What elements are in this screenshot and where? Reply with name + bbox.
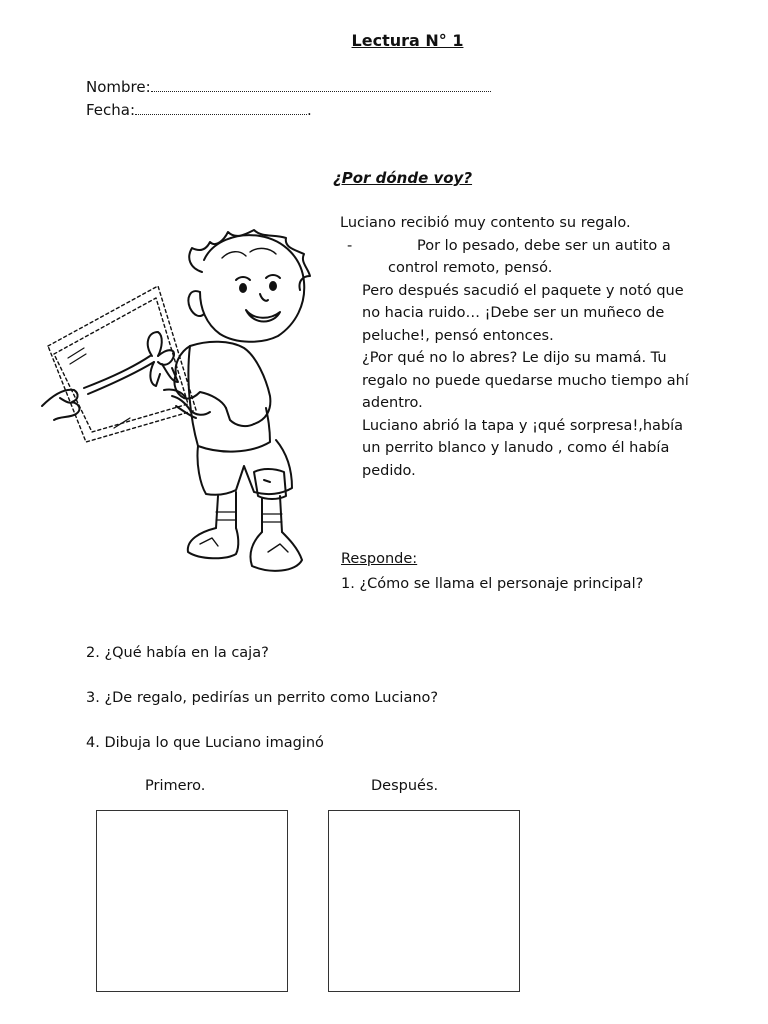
after-drawing-label: Después. <box>371 778 439 794</box>
story-line: control remoto, pensó. <box>388 260 553 276</box>
question-3: 3. ¿De regalo, pedirías un perrito como Luciano? <box>86 690 439 706</box>
story-line: Pero después sacudió el paquete y notó que <box>362 282 684 299</box>
question-4: 4. Dibuja lo que Luciano imaginó <box>86 735 324 751</box>
responde-heading: Responde: <box>341 551 418 567</box>
story-line: - Por lo pesado, debe ser un autito a <box>340 235 740 258</box>
story-line: regalo no puede quedarse mucho tiempo ahí <box>362 372 689 389</box>
story-line: peluche!, pensó entonces. <box>362 327 554 344</box>
name-field[interactable] <box>86 78 491 96</box>
story-line: no hacia ruido… ¡Debe ser un muñeco de <box>362 305 665 321</box>
worksheet-title: Lectura N° 1 <box>351 31 464 50</box>
date-end: . <box>307 101 312 119</box>
date-line[interactable] <box>135 102 307 115</box>
date-field[interactable] <box>86 101 312 119</box>
name-line[interactable] <box>151 79 491 92</box>
dash-bullet: - <box>347 237 353 254</box>
story-line: un perrito blanco y lanudo , como él había <box>362 440 670 456</box>
name-label: Nombre: <box>86 78 151 96</box>
question-2: 2. ¿Qué había en la caja? <box>86 645 269 661</box>
story-text <box>340 212 740 482</box>
story-question-title: ¿Por dónde voy? <box>333 169 473 187</box>
first-drawing-box[interactable] <box>96 810 288 992</box>
date-label: Fecha: <box>86 101 136 119</box>
boy-gift-illustration <box>40 228 340 588</box>
story-line: adentro. <box>362 395 423 411</box>
story-line: Luciano abrió la tapa y ¡qué sorpresa!,había <box>362 417 684 434</box>
story-line: Luciano recibió muy contento su regalo. <box>340 215 631 231</box>
question-1: 1. ¿Cómo se llama el personaje principal? <box>341 576 644 592</box>
first-drawing-label: Primero. <box>145 778 206 794</box>
after-drawing-box[interactable] <box>328 810 520 992</box>
story-line: pedido. <box>362 462 416 479</box>
story-line: ¿Por qué no lo abres? Le dijo su mamá. Tu <box>362 350 667 366</box>
